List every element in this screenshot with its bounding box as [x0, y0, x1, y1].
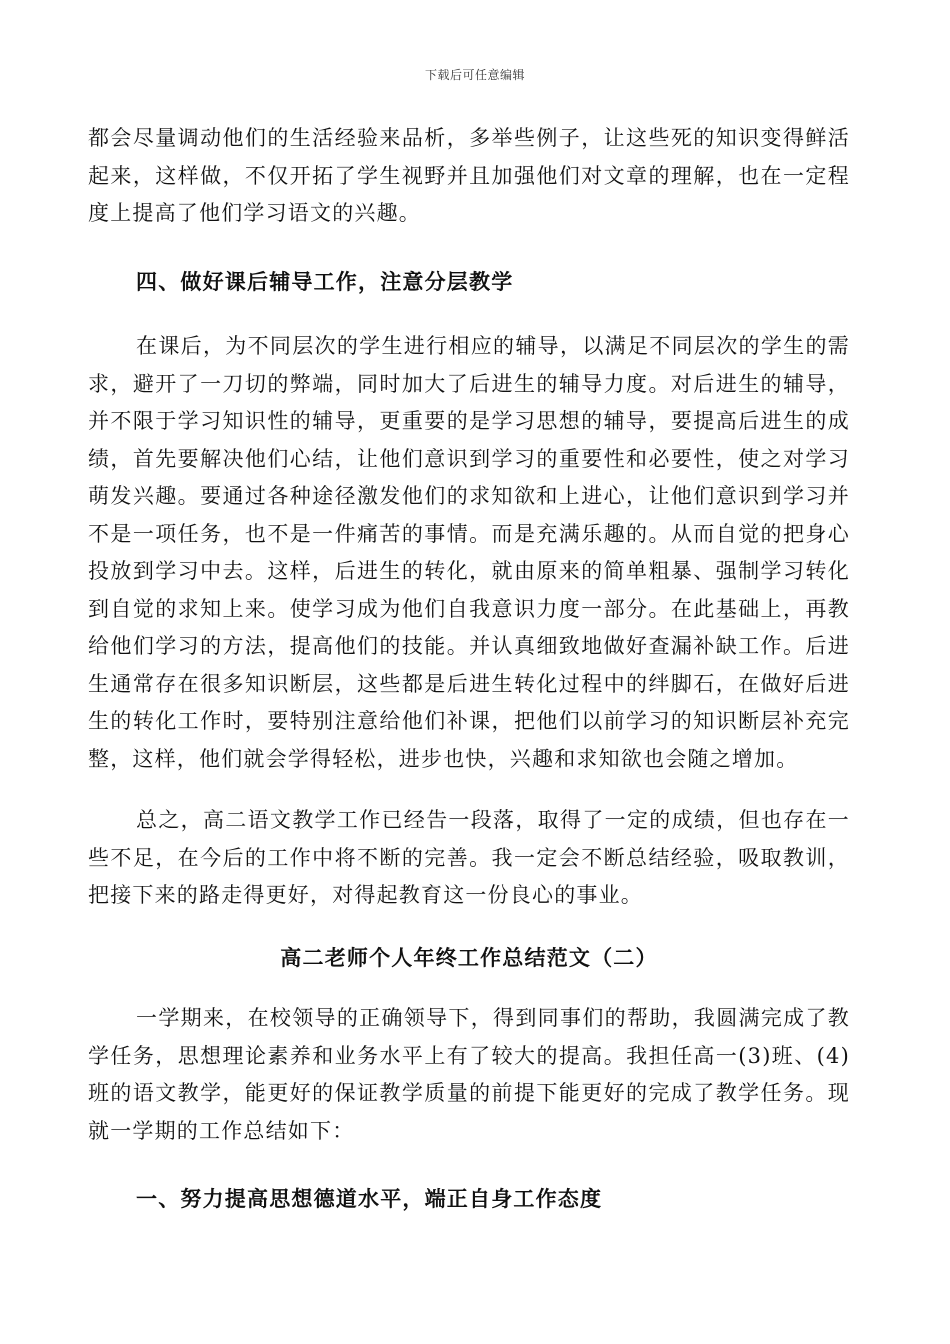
paragraph-continuation: 都会尽量调动他们的生活经验来品析，多举些例子，让这些死的知识变得鲜活起来，这样做，不仅开拓了学生视野并且加强他们对文章的理解，也在一定程度上提高了他们学习语文的兴趣。 [88, 126, 850, 225]
article-title-2: 高二老师个人年终工作总结范文（二） [280, 944, 658, 970]
header-note: 下载后可任意编辑 [424, 68, 525, 82]
section-heading-4: 四、做好课后辅导工作，注意分层教学 [136, 268, 514, 294]
section-heading-1: 一、努力提高思想德道水平，端正自身工作态度 [136, 1186, 603, 1211]
document-body [88, 120, 850, 1218]
paragraph-after-class-tutoring: 在课后，为不同层次的学生进行相应的辅导，以满足不同层次的学生的需求，避开了一刀切的弊端，同时加大了后进生的辅导力度。对后进生的辅导，并不限于学习知识性的辅导，更重要的是学习思想的辅导，要提高后进生的成绩，首先要解决他们心结，让他们意识到学习的重要性和必要性，使之对学习萌发兴趣。要通过各种途径激发他们的求知欲和上进心，让他们意识到学习并不是一项任务，也不是一件痛苦的事情。而是充满乐趣的。从而自觉的把身心投放到学习中去。这样，后进生的转化，就由原来的简单粗暴、强制学习转化到自觉的求知上来。使学习成为他们自我意识力度一部分。在此基础上，再教给他们学习的方法，提高他们的技能。并认真细致地做好查漏补缺工作。后进生通常存在很多知识断层，这些都是后进生转化过程中的绊脚石，在做好后进生的转化工作时，要特别注意给他们补课，把他们以前学习的知识断层补充完整，这样，他们就会学得轻松，进步也快，兴趣和求知欲也会随之增加。 [88, 334, 850, 771]
paragraph-intro-2: 一学期来，在校领导的正确领导下，得到同事们的帮助，我圆满完成了教学任务，思想理论素养和业务水平上有了较大的提高。我担任高一(3)班、(4)班的语文教学，能更好的保证教学质量的前提下能更好的完成了教学任务。现就一学期的工作总结如下： [88, 1006, 850, 1143]
paragraph-summary: 总之，高二语文教学工作已经告一段落，取得了一定的成绩，但也存在一些不足，在今后的工作中将不断的完善。我一定会不断总结经验，吸取教训，把接下来的路走得更好，对得起教育这一份良心的事业。 [88, 808, 850, 907]
